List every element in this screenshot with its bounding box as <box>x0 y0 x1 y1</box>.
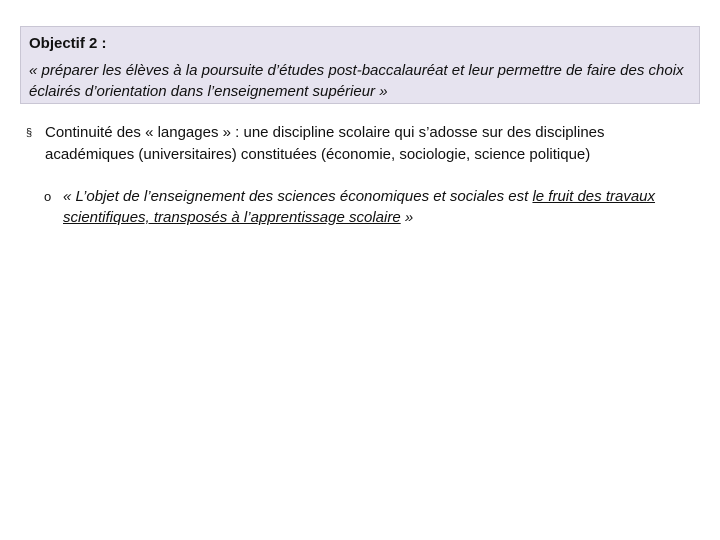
bullet-marker: § <box>26 127 33 139</box>
sub-bullet-list <box>44 186 694 228</box>
quote-text-after: » <box>400 209 414 226</box>
quote-text-before: « L’objet de l’enseignement des sciences économiques et sociales est <box>63 188 533 205</box>
objective-box <box>20 26 700 104</box>
bullet-list <box>26 122 696 166</box>
bullet-text: Continuité des « langages » : une discipline scolaire qui s’adosse sur des disciplines académiques (universitaires) constituées (économie, sociologie, science politique) <box>45 124 605 163</box>
objective-title: Objectif 2 : <box>29 35 107 52</box>
sub-bullet-item <box>44 186 694 228</box>
sub-bullet-marker: o <box>44 189 52 204</box>
bullet-item <box>26 122 696 166</box>
quote-underlined-text: le fruit des travaux scientifiques, transposés à l’apprentissage scolaire <box>63 188 656 226</box>
objective-text: « préparer les élèves à la poursuite d’études post-baccalauréat et leur permettre de faire des choix éclairés d’orientation dans l’enseignement supérieur » <box>29 62 684 100</box>
